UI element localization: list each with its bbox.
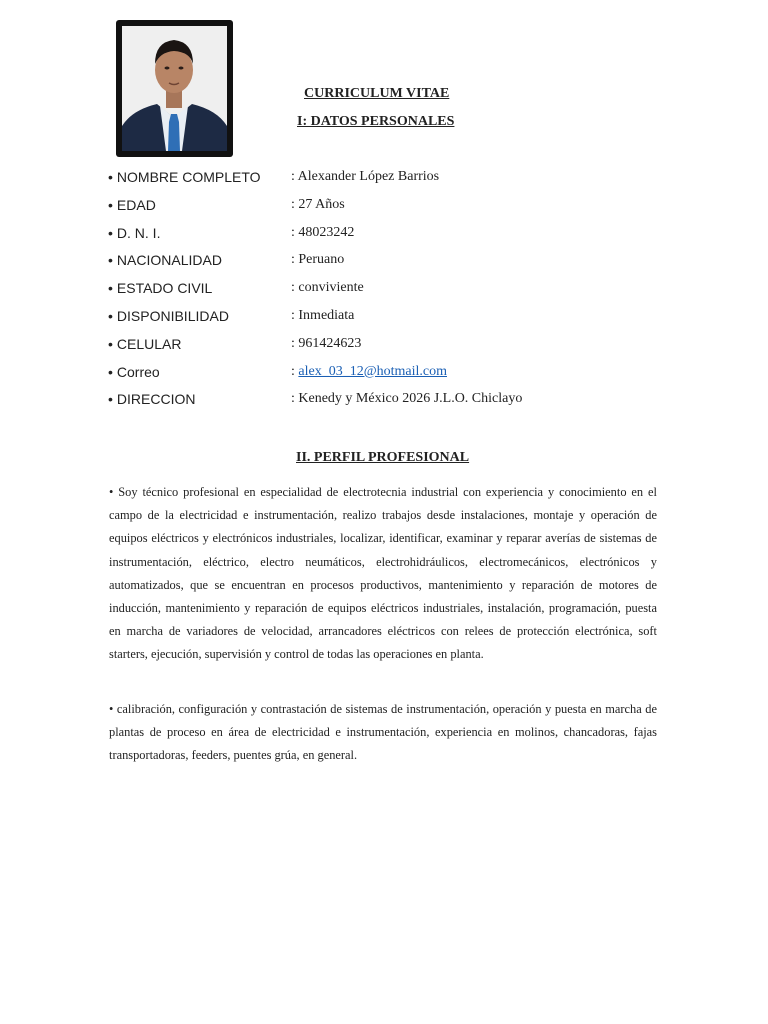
person-portrait-icon bbox=[122, 26, 227, 151]
personal-row-nacionalidad bbox=[108, 249, 668, 277]
bullet: • bbox=[108, 224, 113, 241]
label-nacionalidad: NACIONALIDAD bbox=[116, 252, 222, 269]
value-estado-civil: : conviviente bbox=[291, 280, 364, 296]
cv-title: CURRICULUM VITAE bbox=[304, 86, 450, 101]
personal-row-direccion bbox=[108, 388, 668, 416]
personal-row-edad bbox=[108, 194, 668, 222]
email-link[interactable]: alex_03_12@hotmail.com bbox=[298, 363, 447, 379]
value-direccion: : Kenedy y México 2026 J.L.O. Chiclayo bbox=[291, 391, 523, 407]
label-dni: D. N. I. bbox=[116, 224, 161, 241]
value-correo-prefix: : bbox=[291, 363, 299, 379]
bullet: • bbox=[108, 252, 113, 269]
label-correo: Correo bbox=[116, 363, 160, 380]
section-title-datos-personales: I: DATOS PERSONALES bbox=[297, 114, 455, 129]
profile-photo-image bbox=[122, 26, 227, 151]
value-edad: : 27 Años bbox=[291, 196, 345, 212]
bullet: • bbox=[108, 280, 113, 297]
bullet: • bbox=[108, 391, 113, 408]
profile-paragraph-2: • calibración, configuración y contrastación de sistemas de instrumentación, operación y puesta en marcha de plantas de proceso en área de electricidad e instrumentación, experiencia en molinos, chancadoras, fajas transportadoras, feeders, puentes grúa, en general. bbox=[109, 702, 657, 763]
personal-row-celular bbox=[108, 333, 668, 361]
label-celular: CELULAR bbox=[116, 335, 182, 352]
label-nombre: NOMBRE COMPLETO bbox=[116, 169, 261, 185]
personal-row-disponibilidad bbox=[108, 305, 668, 333]
bullet: • bbox=[108, 196, 113, 213]
label-direccion: DIRECCION bbox=[116, 391, 196, 408]
personal-row-dni bbox=[108, 222, 668, 250]
value-celular: : 961424623 bbox=[291, 335, 362, 351]
label-edad: EDAD bbox=[116, 196, 156, 213]
bullet: • bbox=[108, 363, 113, 380]
section-title-perfil-profesional: II. PERFIL PROFESIONAL bbox=[296, 450, 470, 465]
label-estado-civil: ESTADO CIVIL bbox=[116, 280, 213, 297]
label-disponibilidad: DISPONIBILIDAD bbox=[116, 307, 229, 324]
value-dni: : 48023242 bbox=[291, 224, 355, 240]
value-disponibilidad: : Inmediata bbox=[291, 307, 355, 323]
value-nombre: : Alexander López Barrios bbox=[291, 169, 440, 184]
value-nacionalidad: : Peruano bbox=[291, 252, 345, 268]
profile-paragraph-1: • Soy técnico profesional en especialidad de electrotecnia industrial con experiencia y conocimiento en el campo de la electricidad e instrumentación, realizo trabajos desde instalaciones, montaje y operación de equipos eléctricos y electrónicos industriales, localizar, identificar, examinar y reparar averías de sistemas de instrumentación, eléctrico, electro neumáticos, electrohidráulicos, electromecánicos, electrónicos y automatizados, que se encuentran en procesos productivos, mantenimiento y reparación de motores de inducción, mantenimiento y reparación de equipos eléctricos industriales, instalación, programación, puesta en marcha de variadores de velocidad, arrancadores eléctricos con relees de protección electrónica, soft starters, ejecución, supervisión y control de todas las operaciones en planta. bbox=[109, 485, 657, 662]
personal-row-correo bbox=[108, 361, 668, 389]
personal-row-nombre bbox=[108, 166, 668, 194]
bullet: • bbox=[108, 169, 113, 185]
profile-photo bbox=[116, 20, 233, 157]
bullet: • bbox=[108, 307, 113, 324]
personal-data-list bbox=[108, 166, 668, 416]
bullet: • bbox=[108, 335, 113, 352]
personal-row-estado-civil bbox=[108, 277, 668, 305]
